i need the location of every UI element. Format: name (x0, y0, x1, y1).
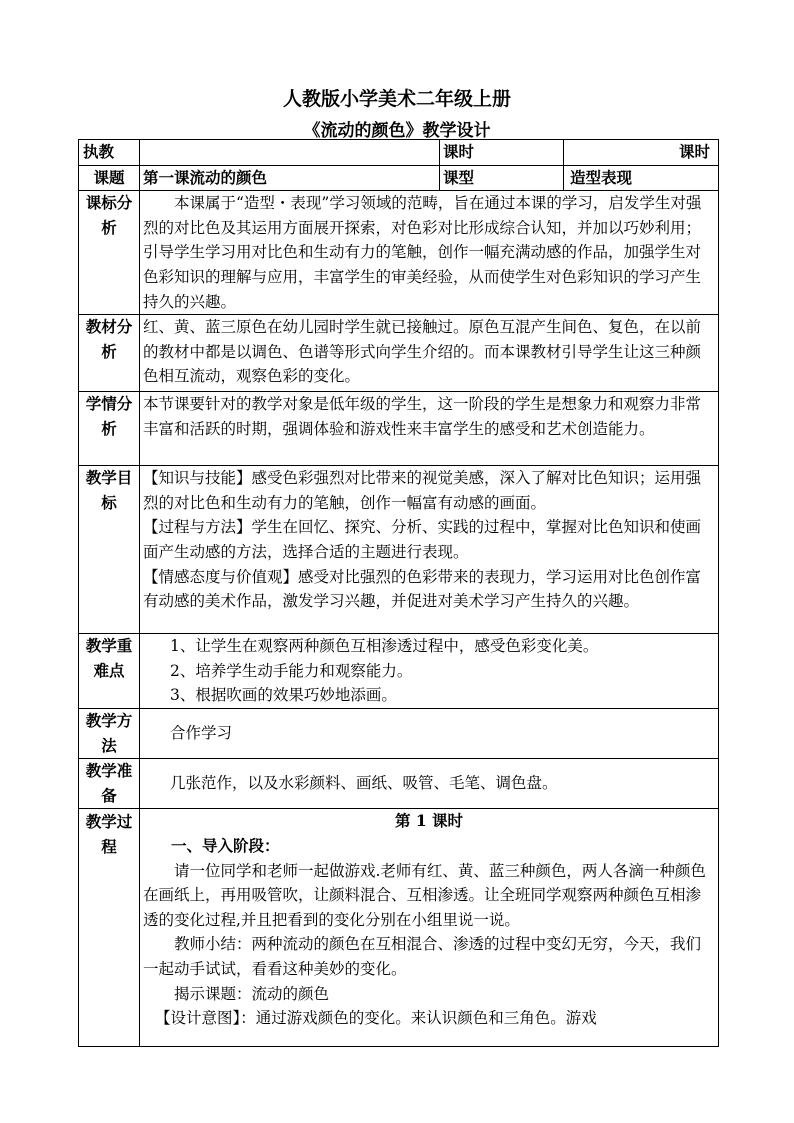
design-intent-note: 【设计意图】：通过游戏颜色的变化。来认识颜色和三角色。游戏 (155, 1009, 597, 1028)
keypoint-2: 2、培养学生动手能力和观察能力。 (170, 661, 413, 680)
document-title: 人教版小学美术二年级上册 (282, 88, 511, 110)
stage-heading: 一、导入阶段： (171, 835, 280, 855)
type-value: 造型表现 (564, 165, 719, 191)
teacher-value (140, 140, 440, 166)
keypoint-3: 3、根据吹画的效果巧妙地添画。 (170, 686, 397, 705)
goal-attitude: 【情感态度与价值观】感受对比强烈的色彩带来的表现力，学习运用对比色创作富有动感的美术作品，激发学习兴趣，并促进对美术学习产生持久的兴趣。 (143, 567, 702, 611)
period-value: 课时 (564, 140, 719, 166)
process-paragraph-1: 请一位同学和老师一起做游戏.老师有红、黄、蓝三种颜色，两人各滴一种颜色在画纸上，再用吸管吹，让颜料混合、互相渗透。让全班同学观察两种颜色互相渗透的变化过程,并且把看到的变化分别在小组里说一说。 (143, 861, 706, 929)
section-goals (79, 466, 719, 634)
goal-knowledge: 【知识与技能】感受色彩强烈对比带来的视觉美感，深入了解对比色知识；运用强烈的对比色和生动有力的笔触，创作一幅富有动感的画面。 (143, 469, 702, 512)
header-row-teacher (79, 140, 719, 166)
section-students (79, 392, 719, 466)
topic-value: 第一课流动的颜色 (140, 165, 440, 191)
method-text: 合作学习 (140, 708, 719, 758)
process-paragraph-2: 教师小结：两种流动的颜色在互相混合、渗透的过程中变幻无穷，今天，我们一起动手试试，看看这种美妙的变化。 (143, 935, 702, 978)
prep-text: 几张范作，以及水彩颜料、画纸、吸管、毛笔、调色盘。 (140, 759, 719, 809)
material-text: 红、黄、蓝三原色在幼儿园时学生就已接触过。原色互混产生间色、复色，在以前的教材中都是以调色、色谱等形式向学生介绍的。而本课教材引导学生让这三种颜色相互流动，观察色彩的变化。 (140, 315, 719, 392)
keypoint-1: 1、让学生在观察两种颜色互相渗透过程中，感受色彩变化美。 (170, 637, 599, 656)
teacher-label: 执教 (79, 140, 140, 166)
goals-content (140, 466, 719, 634)
type-label: 课型 (440, 165, 564, 191)
section-keypoints (79, 634, 719, 709)
method-label: 教学方法 (79, 708, 140, 758)
goal-process: 【过程与方法】学生在回忆、探究、分析、实践的过程中，掌握对比色知识和使画面产生动感的方法，选择合适的主题进行表现。 (143, 518, 702, 561)
prep-label: 教学准备 (79, 759, 140, 809)
students-text: 本节课要针对的教学对象是低年级的学生，这一阶段的学生是想象力和观察力非常丰富和活跃的时期，强调体验和游戏性来丰富学生的感受和艺术创造能力。 (140, 392, 719, 466)
section-material (79, 315, 719, 392)
section-method (79, 708, 719, 758)
section-prep (79, 759, 719, 809)
process-label: 教学过程 (79, 809, 140, 1047)
curriculum-text: 本课属于“造型・表现”学习领域的范畴，旨在通过本课的学习，启发学生对强烈的对比色及其运用方面展开探索，对色彩对比形成综合认知，并加以巧妙利用；引导学生学习用对比色和生动有力的笔触，创作一幅充满动感的作品，加强学生对色彩知识的理解与应用，丰富学生的审美经验，从而使学生对色彩知识的学习产生持久的兴趣。 (140, 191, 719, 315)
students-label: 学情分析 (79, 392, 140, 466)
goals-label: 教学目标 (79, 466, 140, 634)
keypoints-label: 教学重难点 (79, 634, 140, 709)
section-curriculum (79, 191, 719, 315)
material-label: 教材分析 (79, 315, 140, 392)
section-process (79, 809, 719, 1047)
document-subtitle: 《流动的颜色》教学设计 (303, 121, 491, 141)
session-heading: 第 1 课时 (394, 811, 464, 831)
topic-label: 课题 (79, 165, 140, 191)
lesson-plan-table (78, 139, 719, 1047)
process-paragraph-3: 揭示课题：流动的颜色 (174, 984, 330, 1003)
header-row-topic (79, 165, 719, 191)
curriculum-label: 课标分析 (79, 191, 140, 315)
period-label: 课时 (440, 140, 564, 166)
process-content (140, 809, 719, 1047)
keypoints-content (140, 634, 719, 709)
